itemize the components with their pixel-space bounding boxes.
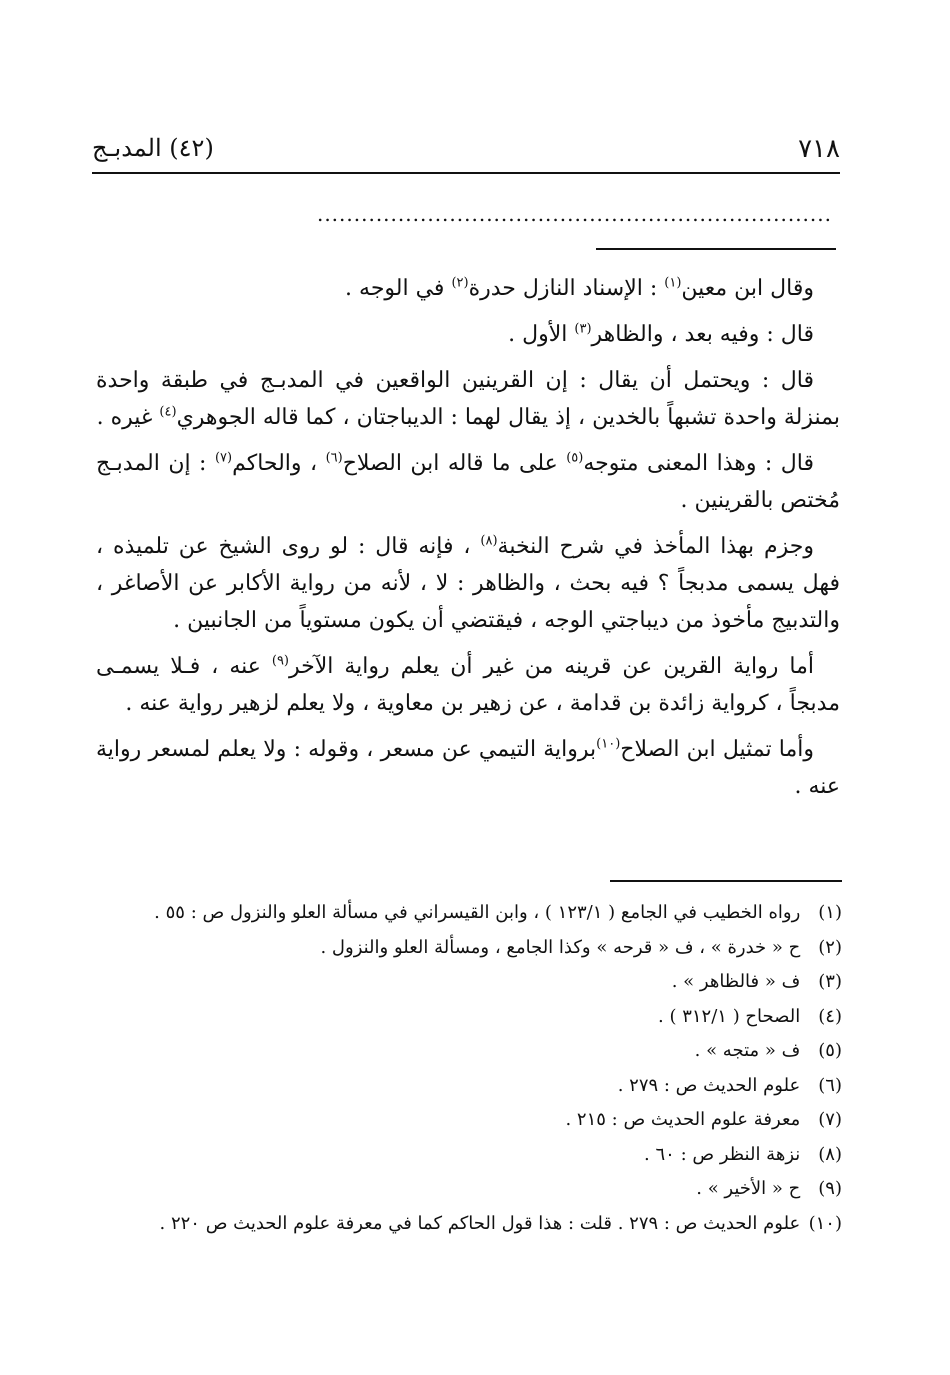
paragraph: [96, 528, 840, 639]
text-run: ، فإنه قال : لو روى الشيخ عن تلميذه ، فهل يسمى مدبجاً ؟ فيه بحث ، والظاهر : لا ، لأنه من رواية الأكابر عن الأصاغر ، والتدبيج مأخوذ من ديباجتي الوجه ، فيقتضي أن يكون مستوياً من الجانبين .: [96, 534, 840, 633]
footnote-number: (٧): [818, 1109, 842, 1130]
paragraph: [96, 445, 840, 519]
footnote-text: نزهة النظر ص : ٦٠ .: [644, 1143, 801, 1165]
main-text: [96, 270, 840, 814]
text-run: في الوجه .: [345, 276, 452, 301]
text-run: قال : ويحتمل أن يقال : إن القرينين الواقعين في المدبـج في طبقة واحدة بمنزلة واحدة تشبهاً بالخدين ، إذ يقال لهما : الديباجتان ، كما قاله الجوهري: [96, 368, 840, 430]
footnote-ref[interactable]: (٧): [214, 450, 233, 466]
text-run: الأول .: [508, 322, 575, 347]
footnote: [96, 965, 842, 1000]
top-rule: [596, 248, 836, 250]
footnotes: [96, 896, 842, 1241]
footnote-number: (٩): [818, 1178, 842, 1199]
footnote-ref[interactable]: (٢): [451, 275, 469, 291]
footnote-ref[interactable]: (٥): [566, 450, 584, 466]
text-run: عنه ، فـلا يسمـى مدبجاً ، كرواية زائدة بن قدامة ، عن زهير بن معاوية ، ولا يعلم لزهير رواية عنه .: [96, 654, 840, 716]
separator-dots: ......................................................................: [316, 202, 832, 226]
footnote-ref[interactable]: (٨): [480, 533, 498, 549]
footnote-number: (٣): [818, 971, 842, 992]
footnote: [96, 1138, 842, 1173]
footnote-text: الصحاح ( ٣١٢/١ ) .: [658, 1005, 801, 1027]
footnote-text: معرفة علوم الحديث ص : ٢١٥ .: [565, 1109, 801, 1130]
footnote-ref[interactable]: (٤): [159, 404, 177, 420]
text-run: قال : وفيه بعد ، والظاهر: [591, 322, 814, 347]
footnote: [96, 1034, 842, 1069]
footnote-ref[interactable]: (١٠): [596, 736, 621, 752]
footnote-text: ف « متجه » .: [694, 1040, 801, 1061]
footnote-number: (٥): [818, 1040, 842, 1061]
footnote: [96, 1000, 842, 1035]
footnote: [96, 931, 842, 966]
footnote-number: (١): [818, 902, 842, 923]
text-run: على ما قاله ابن الصلاح: [342, 451, 567, 476]
text-run: وجزم بهذا المأخذ في شرح النخبة: [497, 534, 814, 559]
footnote-number: (٢): [818, 936, 842, 958]
text-run: أما رواية القرين عن قرينه من غير أن يعلم رواية الآخر: [289, 654, 814, 679]
footnote-number: (٤): [818, 1005, 842, 1027]
text-run: وأما تمثيل ابن الصلاح: [620, 737, 814, 762]
text-run: وقال ابن معين: [681, 276, 814, 301]
header-rule: [92, 172, 840, 174]
footnote-text: ح « الأخير » .: [696, 1178, 801, 1199]
footnote-ref[interactable]: (٦): [325, 450, 343, 466]
paragraph: [96, 316, 840, 353]
footnote-text: ف « فالظاهر » .: [671, 971, 801, 992]
text-run: برواية التيمي عن مسعر ، وقوله : ولا يعلم لمسعر رواية عنه .: [96, 737, 840, 799]
text-run: ، والحاكم: [232, 451, 326, 476]
footnote: [96, 1103, 842, 1138]
footnote-text: علوم الحديث ص : ٢٧٩ . قلت : هذا قول الحاكم كما في معرفة علوم الحديث ص ٢٢٠ .: [159, 1212, 801, 1234]
text-run: : إن المدبـج مُختص بالقرينين .: [96, 451, 840, 513]
page-header: [92, 134, 840, 170]
footnote-ref[interactable]: (٩): [271, 653, 289, 669]
footnote-ref[interactable]: (٣): [574, 321, 592, 337]
text-run: قال : وهذا المعنى متوجه: [583, 451, 815, 476]
footnote-text: ح « خدرة » ، ف « قرحه » وكذا الجامع ، ومسألة العلو والنزول .: [320, 936, 801, 958]
footnote: [96, 1069, 842, 1104]
footnote-number: (١٠): [808, 1212, 842, 1234]
chapter-title: (٤٢) المدبـج: [92, 134, 214, 162]
footnote: [96, 1172, 842, 1207]
footnote: [96, 896, 842, 931]
text-run: : الإسناد النازل حدرة: [468, 276, 665, 301]
paragraph: [96, 362, 840, 436]
footnote-number: (٦): [818, 1074, 842, 1096]
footnote-number: (٨): [818, 1143, 842, 1165]
paragraph: [96, 648, 840, 722]
paragraph: [96, 270, 840, 307]
footnote-text: رواه الخطيب في الجامع ( ١٢٣/١ ) ، وابن القيسراني في مسألة العلو والنزول ص : ٥٥ .: [154, 902, 801, 923]
page-number: ٧١٨: [798, 134, 840, 164]
paragraph: [96, 731, 840, 805]
footnote: [96, 1207, 842, 1242]
footnote-rule: [610, 880, 842, 882]
footnote-text: علوم الحديث ص : ٢٧٩ .: [617, 1074, 801, 1096]
text-run: غيره .: [96, 405, 160, 430]
footnote-ref[interactable]: (١): [664, 275, 682, 291]
